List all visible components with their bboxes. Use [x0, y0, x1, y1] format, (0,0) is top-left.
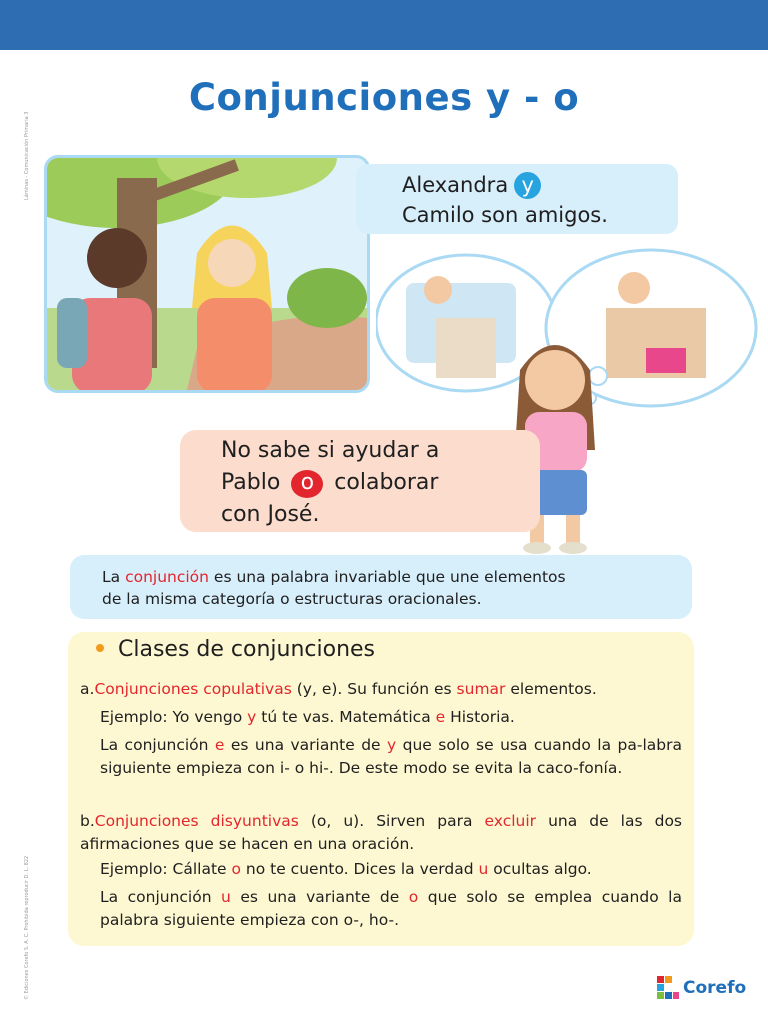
bubble1-line2: Camilo son amigos. — [402, 203, 608, 227]
class-b-intro — [80, 810, 682, 856]
page-title: Conjunciones y - o — [188, 76, 580, 119]
class-b-text1: (o, u). Sirven para — [298, 812, 485, 830]
class-b-ex-hl2: u — [478, 860, 489, 878]
class-b-note-hl2: o — [408, 888, 419, 906]
speech-bubble-pablo — [180, 430, 540, 532]
class-a-name: Conjunciones copulativas — [94, 680, 292, 698]
class-a-ex-post: Historia. — [445, 708, 515, 726]
class-a-ex-mid: tú te vas. Matemática — [256, 708, 436, 726]
class-b-note-pre: La conjunción — [100, 888, 222, 906]
definition-highlight: conjunción — [125, 568, 209, 586]
definition-pre: La — [102, 568, 126, 586]
class-b-text2: una de las dos afirmaciones que se hacen en una oración. — [80, 812, 682, 853]
class-a-text1: (y, e). Su función es — [291, 680, 457, 698]
class-b-name: Conjunciones disyuntivas — [94, 812, 299, 830]
class-a-note-mid: es una variante de — [224, 736, 388, 754]
class-b-ex-pre: Ejemplo: Cállate — [100, 860, 232, 878]
class-b-ex-mid: no te cuento. Dices la verdad — [240, 860, 479, 878]
class-a-note-pre: La conjunción — [100, 736, 215, 754]
header-bar — [0, 0, 768, 50]
bubble1-line1: Alexandra — [402, 173, 509, 197]
conjunction-y-badge: y — [514, 172, 541, 199]
side-credit-bottom: © Ediciones Corefo S. A. C. Prohibida reproducir D. L. 822 — [24, 855, 30, 1000]
classes-box — [68, 632, 694, 946]
class-b-ex-hl1: o — [231, 860, 241, 878]
class-a-ex-pre: Ejemplo: Yo vengo — [100, 708, 248, 726]
class-b-ex-post: ocultas algo. — [488, 860, 592, 878]
class-b-hl1: excluir — [484, 812, 537, 830]
definition-line2: de la misma categoría o estructuras oracionales. — [102, 590, 482, 608]
class-a-marker: a. — [80, 680, 95, 698]
class-a-note-hl2: y — [387, 736, 397, 754]
class-b-note-post: que solo se emplea cuando la palabra siguiente empieza con o-, ho-. — [100, 888, 682, 929]
class-b-note-mid: es una variante de — [230, 888, 409, 906]
bubble2-line1: No sabe si ayudar a — [221, 438, 440, 463]
classes-heading-row — [96, 638, 375, 661]
corefo-logo-icon — [655, 974, 681, 1004]
bullet-icon — [96, 644, 104, 652]
class-a-ex-hl2: e — [435, 708, 446, 726]
classes-heading: Clases de conjunciones — [118, 637, 376, 662]
corefo-logo-text: Corefo — [683, 978, 747, 998]
class-a-hl1: sumar — [456, 680, 506, 698]
class-a-ex-hl1: y — [247, 708, 257, 726]
definition-post: es una palabra invariable que une elementos — [208, 568, 566, 586]
class-a-text2: elementos. — [505, 680, 597, 698]
speech-bubble-alexandra — [356, 164, 678, 234]
class-b-note-hl1: u — [221, 888, 231, 906]
class-b-example — [100, 858, 660, 881]
class-a-note-post: que solo se usa cuando la pa-labra siguiente empieza con i- o hi-. De este modo se evita la caco-fonía. — [100, 736, 682, 777]
bubble2-line2b: colaborar — [334, 470, 439, 495]
children-tree-drawing — [47, 158, 367, 390]
bubble2-line2a: Pablo — [221, 470, 281, 495]
class-a-intro — [80, 678, 666, 701]
definition-box — [70, 555, 692, 619]
illustration-children-tree — [44, 155, 370, 393]
bubble2-line3: con José. — [221, 502, 320, 527]
conjunction-o-badge: o — [291, 470, 323, 498]
class-a-note-hl1: e — [214, 736, 225, 754]
class-a-example — [100, 706, 660, 729]
side-credit-top: Láminas - Comunicación Primaria 3 — [24, 111, 30, 200]
class-b-marker: b. — [80, 812, 95, 830]
class-b-note — [100, 886, 682, 932]
class-a-note — [100, 734, 682, 780]
